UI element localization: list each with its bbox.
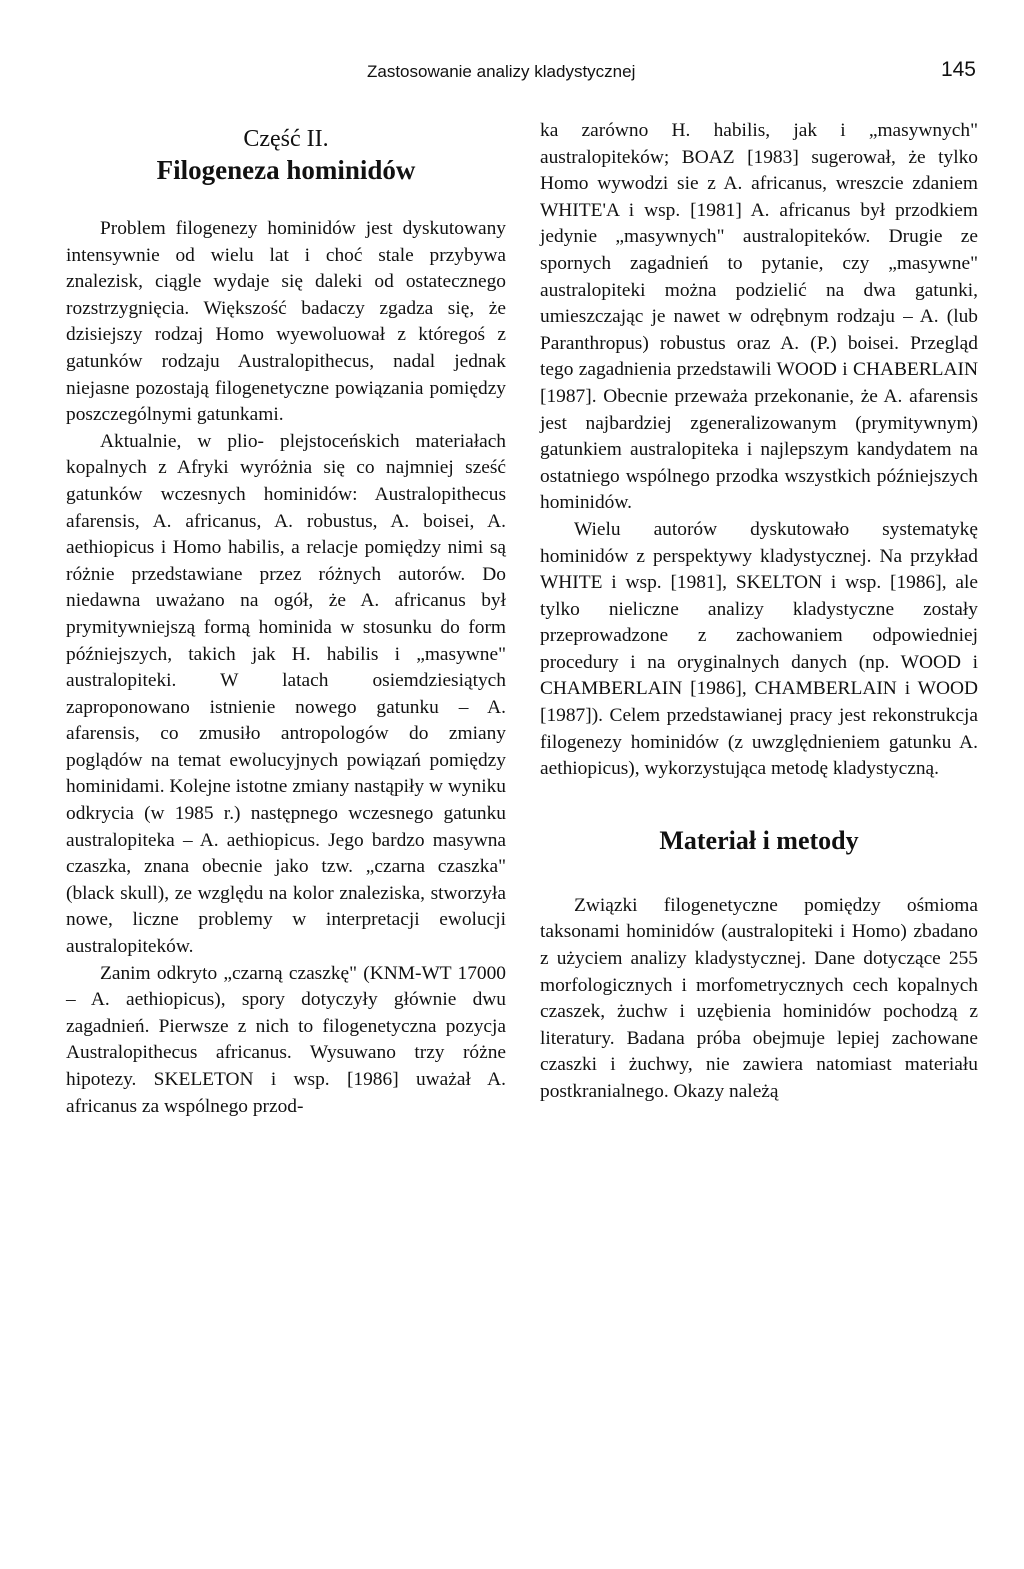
running-title: Zastosowanie analizy kladystycznej — [367, 62, 636, 81]
paragraph-continued: ka zarówno H. habilis, jak i „masywnych" australopiteków; BOAZ [1983] sugerował, że tylko Homo wywodzi sie z A. africanus, wreszcie zdaniem WHITE'A i wsp. [1981] A. africanus był przodkiem jedynie „masywnych" australopiteków. Drugie ze spornych zagadnień to pytanie, czy „masywne" australopiteki można podzielić na dwa gatunki, umieszczając je nawet w odrębnym rodzaju – A. (lub Paranthropus) robustus oraz A. (P.) boisei. Przegląd tego zagadnienia przedstawili WOOD i CHABERLAIN [1987]. Obecnie przeważa przekonanie, że A. afarensis jest najbardziej zgeneralizowanym (prymitywnym) gatunkiem australopiteka i najlepszym kandydatem na ostatniego wspólnego przodka wszystkich późniejszych hominidów. — [540, 120, 978, 514]
paragraph: Wielu autorów dyskutowało systematykę hominidów z perspektywy kladystycznej. Na przykład WHITE i wsp. [1981], SKELTON i wsp. [1986], ale tylko nieliczne analizy kladystyczne zostały przeprowadzone z zachowaniem odpowiedniej procedury i na oryginalnych danych (np. WOOD i CHAMBERLAIN [1986], CHAMBERLAIN i WOOD [1987]). Celem przedstawianej pracy jest rekonstrukcja filogenezy hominidów (z uwzględnieniem gatunku A. aethiopicus), wykorzystująca metodę kladystyczną. — [540, 518, 978, 780]
paragraph: Aktualnie, w plio- plejstoceńskich materiałach kopalnych z Afryki wyróżnia się co najmniej sześć gatunków wczesnych hominidów: Australopithecus afarensis, A. africanus, A. robustus, A. boisei, A. aethiopicus i Homo habilis, a relacje pomiędzy nimi są różnie przedstawiane przez różnych autorów. Do niedawna uważano na ogół, że A. africanus był prymitywniejszą formą hominida w stosunku do form późniejszych, takich jak H. habilis i „masywne" australopiteki. W latach osiemdziesiątych zaproponowano istnienie nowego gatunku – A. afarensis, co zmusiło antropologów do zmiany poglądów na temat ewolucyjnych powiązań pomiędzy hominidami. Kolejne istotne zmiany nastąpiły w wyniku odkrycia (w 1985 r.) następnego wczesnego gatunku australopiteka – A. aethiopicus. Jego bardzo masywna czaszka, znana obecnie jako tzw. „czarna czaszka" (black skull), ze względu na kolor znaleziska, stworzyła nowe, liczne problemy w interpretacji ewolucji australopiteków. — [66, 430, 506, 958]
part-title: Filogeneza hominidów — [156, 155, 416, 185]
section-title: Materiał i metody — [659, 825, 859, 855]
page-number: 145 — [940, 58, 976, 81]
running-header — [0, 58, 1024, 94]
paragraph: Problem filogenezy hominidów jest dyskutowany intensywnie od wielu lat i choć stale przybywa znalezisk, ciągle wydaje się daleki od ostatecznego rozstrzygnięcia. Większość badaczy zgadza się, że dzisiejszy rodzaj Homo wyewoluował z któregoś z gatunków rodzaju Australopithecus, nadal jednak niejasne pozostają filogenetyczne powiązania pomiędzy poszczególnymi gatunkami. — [66, 218, 506, 426]
part-label: Część II. — [243, 126, 329, 152]
paragraph: Zanim odkryto „czarną czaszkę" (KNM-WT 17000 – A. aethiopicus), spory dotyczyły głównie dwu zagadnień. Pierwsze z nich to filogenetyczna pozycja Australopithecus africanus. Wysuwano trzy różne hipotezy. SKELETON i wsp. [1986] uważał A. africanus za wspólnego przod- — [66, 962, 506, 1117]
left-column — [66, 118, 506, 1120]
right-column — [540, 118, 978, 1106]
paragraph: Związki filogenetyczne pomiędzy ośmioma taksonami hominidów (australopiteki i Homo) zbadano z użyciem analizy kladystycznej. Dane dotyczące 255 morfologicznych i morfometrycznych cech kopalnych czaszek, żuchw i uzębienia hominidów pochodzą z literatury. Badana próba obejmuje lepiej zachowane czaszki i żuchwy, nie zawiera natomiast materiału postkranialnego. Okazy należą — [540, 894, 978, 1102]
